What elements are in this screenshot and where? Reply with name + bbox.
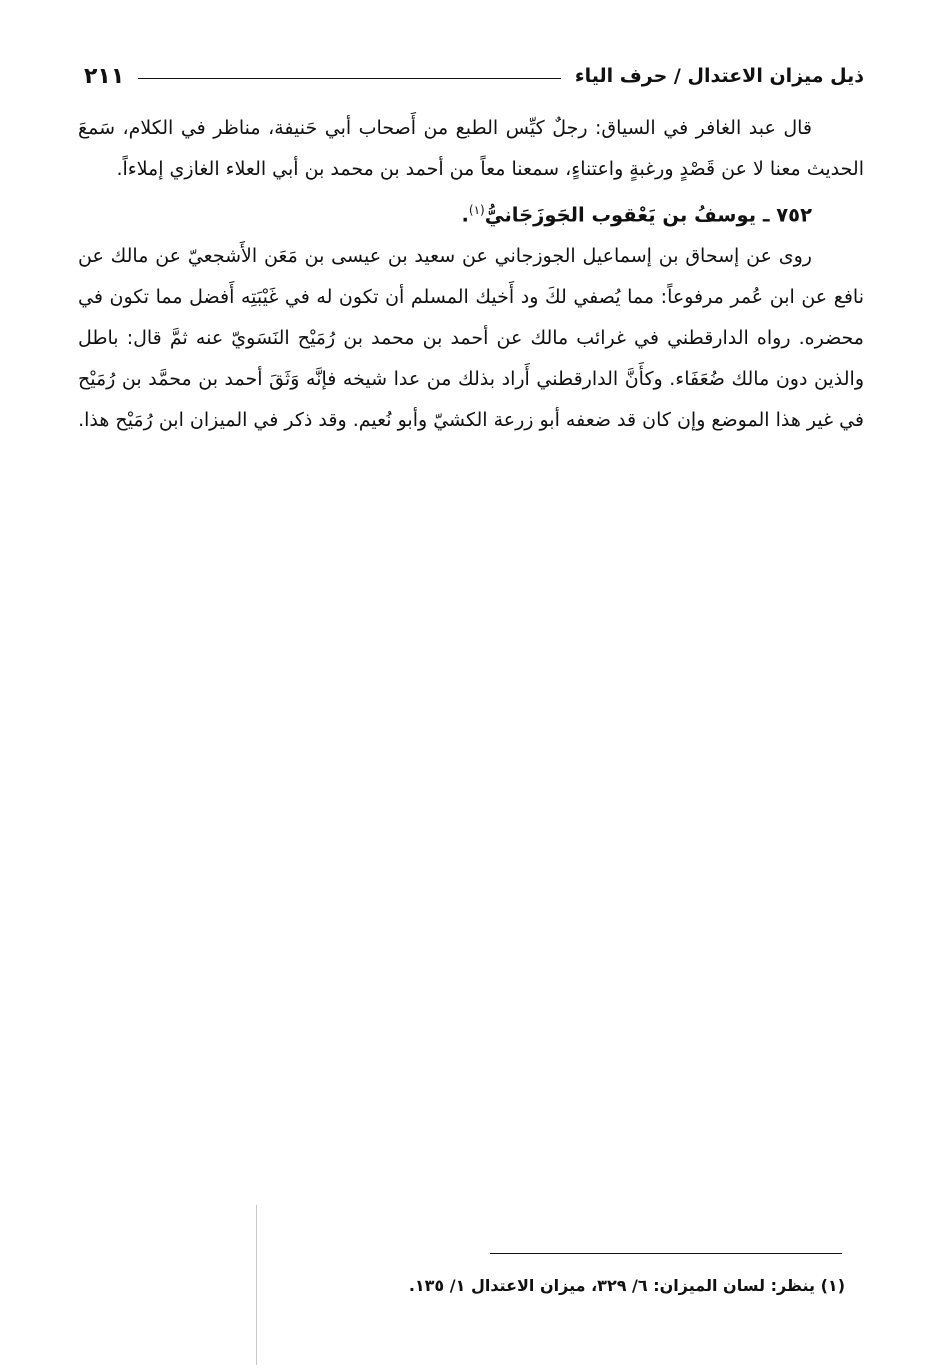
main-text: [78, 108, 864, 441]
running-title: ذيل ميزان الاعتدال / حرف الياء: [574, 65, 864, 87]
page-number: ٢١١: [84, 63, 125, 89]
running-header: [84, 58, 864, 94]
header-rule: [138, 78, 561, 79]
footnote-separator: [490, 1253, 842, 1254]
paragraph-entry-body: روى عن إسحاق بن إسماعيل الجوزجاني عن سعيد بن عيسى بن مَعَن الأَشجعيّ عن مالك عن نافع عن ابن عُمر مرفوعاً: مما يُصفي لكَ ود أَخيك المسلم أن تكون له في غَيْبَتِه أَفضل مما تكون في محضره. رواه الدارقطني في غرائب مالك عن أحمد بن محمد بن رُمَيْح النَسَويّ عنه ثمَّ قال: باطل والذين دون مالك ضُعَفَاء. وكأَنَّ الدارقطني أَراد بذلك من عدا شيخه فإنَّه وَثَقَ أحمد بن محمَّد بن رُمَيْح في غير هذا الموضع وإن كان قد ضعفه أبو زرعة الكشيّ وأبو نُعيم. وقد ذكر في الميزان ابن رُمَيْح هذا.: [78, 244, 864, 431]
entry-heading: [78, 190, 864, 236]
footnote-1: (١) ينظر: لسان الميزان: ٦/ ٣٢٩، ميزان الاعتدال ١/ ١٣٥.: [408, 1276, 845, 1295]
entry-heading-end: .: [461, 203, 469, 227]
entry-heading-text: ٧٥٢ ـ يوسفُ بن يَعْقوب الجَوزَجَانيُّ: [484, 203, 812, 227]
footnote-marker: (١): [468, 203, 485, 217]
paragraph-abd-al-ghafir: قال عبد الغافر في السياق: رجلٌ كيِّس الطبع من أَصحاب أبي حَنيفة، مناظر في الكلام، سَمعَ الحديث معنا لا عن قَصْدٍ ورغبةٍ واعتناءٍ، سمعنا معاً من أحمد بن محمد بن أبي العلاء الغازي إملاءاً.: [78, 117, 864, 180]
